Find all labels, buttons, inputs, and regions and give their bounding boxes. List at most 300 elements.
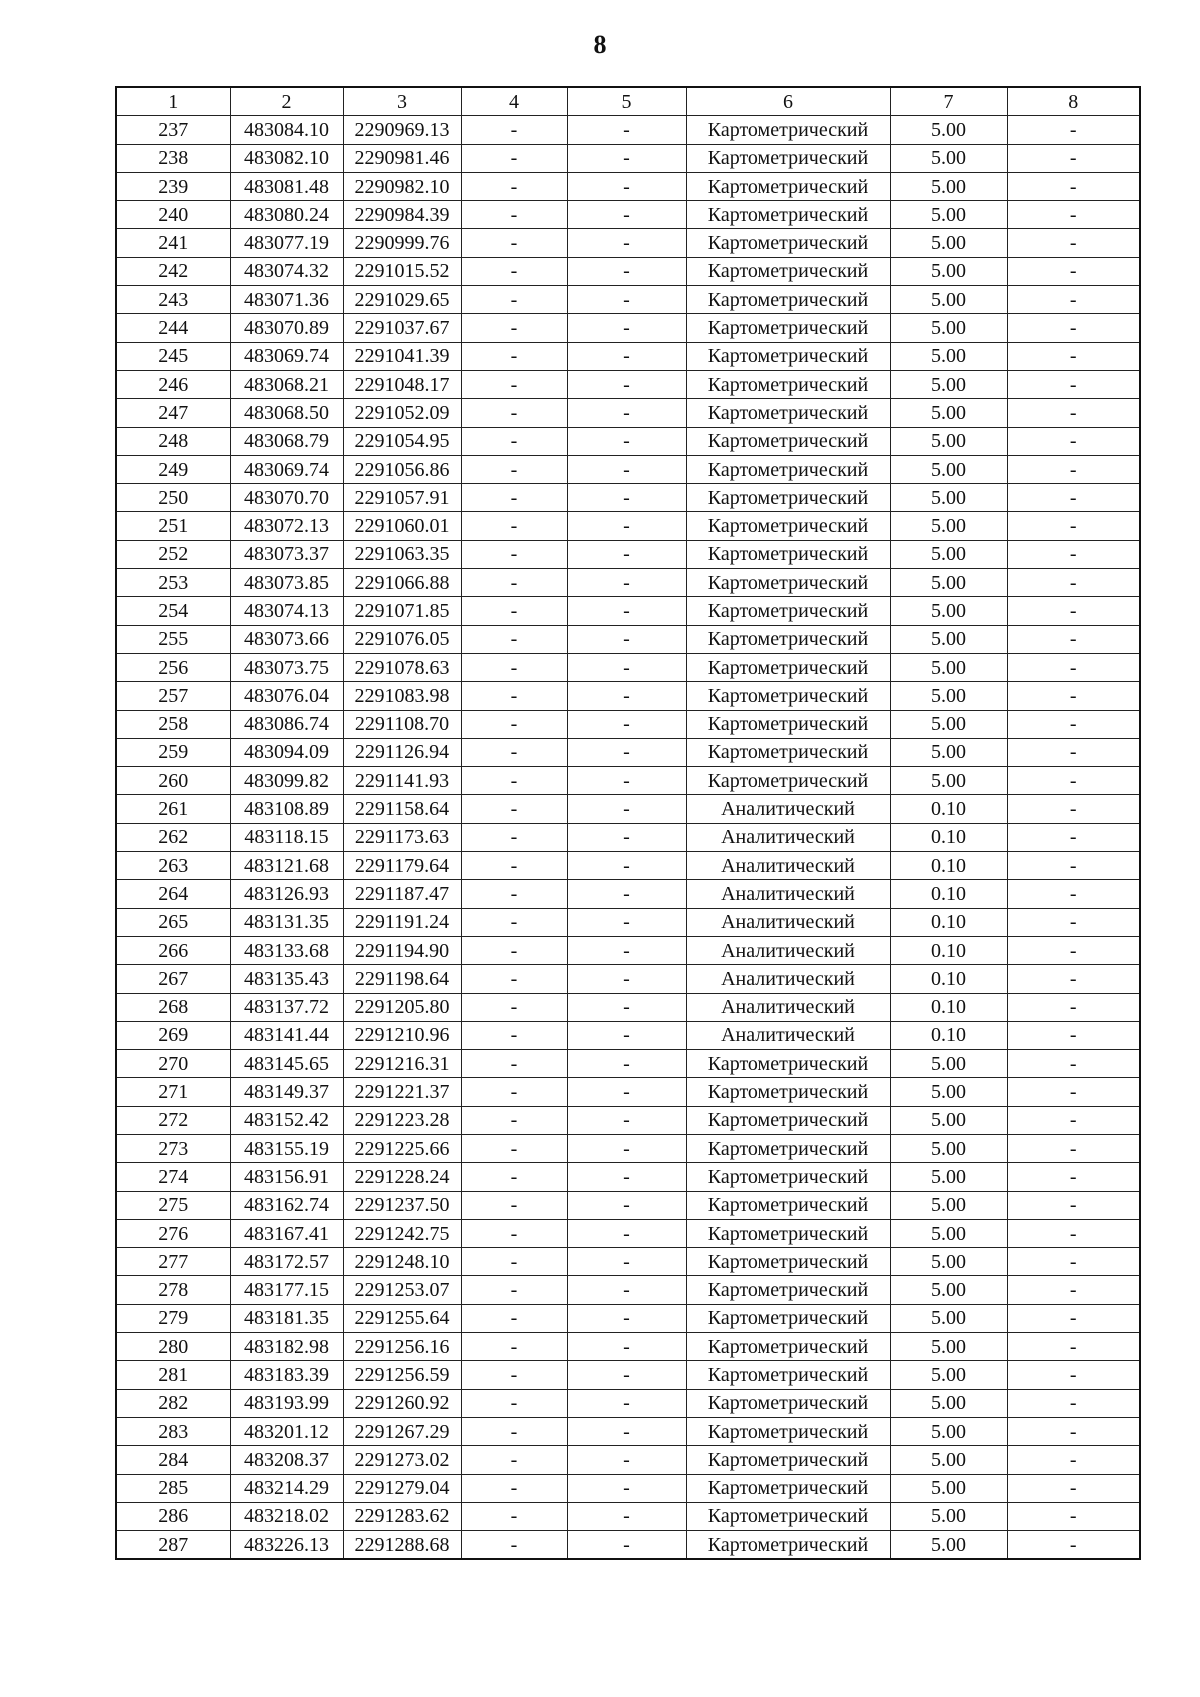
table-cell-col-2: 483069.74 (230, 455, 343, 483)
table-cell-col-8: - (1007, 1191, 1140, 1219)
table-cell-col-3: 2291256.16 (343, 1333, 461, 1361)
table-cell-col-5: - (567, 427, 686, 455)
table-cell-col-7: 5.00 (890, 144, 1007, 172)
table-cell-col-8: - (1007, 880, 1140, 908)
table-cell-col-8: - (1007, 1474, 1140, 1502)
table-cell-col-1: 257 (116, 682, 230, 710)
table-cell-col-1: 282 (116, 1389, 230, 1417)
table-cell-col-7: 5.00 (890, 1276, 1007, 1304)
table-cell-col-4: - (461, 1248, 567, 1276)
table-cell-col-8: - (1007, 342, 1140, 370)
table-cell-col-4: - (461, 597, 567, 625)
table-cell-col-4: - (461, 1389, 567, 1417)
table-cell-col-7: 5.00 (890, 257, 1007, 285)
table-cell-col-2: 483081.48 (230, 172, 343, 200)
table-cell-col-5: - (567, 682, 686, 710)
table-cell-col-6: Картометрический (686, 512, 890, 540)
table-cell-col-7: 5.00 (890, 314, 1007, 342)
table-cell-col-8: - (1007, 1304, 1140, 1332)
table-cell-col-2: 483070.70 (230, 484, 343, 512)
table-cell-col-4: - (461, 823, 567, 851)
table-cell-col-6: Картометрический (686, 1531, 890, 1560)
table-cell-col-4: - (461, 908, 567, 936)
table-cell-col-6: Картометрический (686, 116, 890, 144)
table-cell-col-5: - (567, 1191, 686, 1219)
table-cell-col-8: - (1007, 201, 1140, 229)
table-cell-col-6: Картометрический (686, 767, 890, 795)
table-cell-col-8: - (1007, 370, 1140, 398)
table-cell-col-7: 5.00 (890, 1248, 1007, 1276)
table-cell-col-8: - (1007, 597, 1140, 625)
table-row (116, 1446, 1140, 1474)
table-cell-col-5: - (567, 880, 686, 908)
table-cell-col-2: 483073.75 (230, 653, 343, 681)
table-cell-col-1: 261 (116, 795, 230, 823)
table-cell-col-1: 258 (116, 710, 230, 738)
table-cell-col-1: 285 (116, 1474, 230, 1502)
table-row (116, 569, 1140, 597)
table-cell-col-7: 5.00 (890, 399, 1007, 427)
table-row (116, 201, 1140, 229)
table-cell-col-3: 2291057.91 (343, 484, 461, 512)
table-cell-col-4: - (461, 314, 567, 342)
table-row (116, 908, 1140, 936)
table-cell-col-5: - (567, 286, 686, 314)
table-cell-col-2: 483084.10 (230, 116, 343, 144)
table-cell-col-4: - (461, 795, 567, 823)
table-cell-col-2: 483073.85 (230, 569, 343, 597)
table-cell-col-5: - (567, 1276, 686, 1304)
table-cell-col-8: - (1007, 1219, 1140, 1247)
table-cell-col-4: - (461, 1134, 567, 1162)
table-row (116, 1474, 1140, 1502)
table-cell-col-7: 0.10 (890, 795, 1007, 823)
table-cell-col-7: 5.00 (890, 1474, 1007, 1502)
table-cell-col-1: 244 (116, 314, 230, 342)
table-cell-col-8: - (1007, 399, 1140, 427)
table-cell-col-3: 2291126.94 (343, 738, 461, 766)
table-cell-col-3: 2291255.64 (343, 1304, 461, 1332)
table-cell-col-2: 483069.74 (230, 342, 343, 370)
table-cell-col-3: 2291205.80 (343, 993, 461, 1021)
table-cell-col-7: 5.00 (890, 710, 1007, 738)
table-cell-col-7: 5.00 (890, 484, 1007, 512)
table-cell-col-3: 2291056.86 (343, 455, 461, 483)
table-cell-col-5: - (567, 1078, 686, 1106)
table-cell-col-3: 2291173.63 (343, 823, 461, 851)
table-cell-col-6: Картометрический (686, 738, 890, 766)
table-cell-col-4: - (461, 1417, 567, 1445)
table-cell-col-2: 483137.72 (230, 993, 343, 1021)
column-header-7: 7 (890, 87, 1007, 116)
table-cell-col-3: 2291256.59 (343, 1361, 461, 1389)
table-cell-col-5: - (567, 767, 686, 795)
table-cell-col-3: 2291060.01 (343, 512, 461, 540)
table-cell-col-2: 483183.39 (230, 1361, 343, 1389)
table-cell-col-2: 483156.91 (230, 1163, 343, 1191)
table-cell-col-2: 483080.24 (230, 201, 343, 229)
table-row (116, 1219, 1140, 1247)
table-row (116, 342, 1140, 370)
table-cell-col-2: 483108.89 (230, 795, 343, 823)
table-cell-col-4: - (461, 738, 567, 766)
table-cell-col-4: - (461, 1163, 567, 1191)
table-cell-col-1: 251 (116, 512, 230, 540)
table-cell-col-7: 5.00 (890, 229, 1007, 257)
table-row (116, 172, 1140, 200)
table-cell-col-6: Аналитический (686, 852, 890, 880)
table-cell-col-1: 280 (116, 1333, 230, 1361)
table-cell-col-8: - (1007, 625, 1140, 653)
table-cell-col-7: 5.00 (890, 1446, 1007, 1474)
table-cell-col-2: 483172.57 (230, 1248, 343, 1276)
table-row (116, 710, 1140, 738)
table-cell-col-2: 483086.74 (230, 710, 343, 738)
table-cell-col-1: 274 (116, 1163, 230, 1191)
table-cell-col-5: - (567, 1021, 686, 1049)
table-cell-col-1: 263 (116, 852, 230, 880)
table-cell-col-3: 2291076.05 (343, 625, 461, 653)
table-cell-col-2: 483135.43 (230, 965, 343, 993)
table-cell-col-1: 281 (116, 1361, 230, 1389)
table-cell-col-4: - (461, 1304, 567, 1332)
table-cell-col-8: - (1007, 1106, 1140, 1134)
table-cell-col-3: 2291015.52 (343, 257, 461, 285)
table-row (116, 1050, 1140, 1078)
table-cell-col-4: - (461, 1474, 567, 1502)
table-cell-col-8: - (1007, 795, 1140, 823)
table-row (116, 1191, 1140, 1219)
table-row (116, 286, 1140, 314)
table-cell-col-5: - (567, 229, 686, 257)
table-cell-col-1: 237 (116, 116, 230, 144)
table-cell-col-5: - (567, 625, 686, 653)
table-cell-col-2: 483073.66 (230, 625, 343, 653)
table-cell-col-8: - (1007, 738, 1140, 766)
table-cell-col-7: 5.00 (890, 653, 1007, 681)
table-cell-col-8: - (1007, 512, 1140, 540)
table-cell-col-6: Картометрический (686, 1191, 890, 1219)
table-cell-col-5: - (567, 144, 686, 172)
table-cell-col-7: 5.00 (890, 512, 1007, 540)
table-cell-col-4: - (461, 1333, 567, 1361)
table-cell-col-7: 0.10 (890, 1021, 1007, 1049)
table-row (116, 1389, 1140, 1417)
table-cell-col-4: - (461, 427, 567, 455)
table-cell-col-4: - (461, 1021, 567, 1049)
table-cell-col-1: 277 (116, 1248, 230, 1276)
table-row (116, 993, 1140, 1021)
table-cell-col-1: 267 (116, 965, 230, 993)
table-cell-col-3: 2291248.10 (343, 1248, 461, 1276)
table-cell-col-8: - (1007, 1248, 1140, 1276)
table-cell-col-2: 483074.32 (230, 257, 343, 285)
table-cell-col-1: 255 (116, 625, 230, 653)
table-cell-col-5: - (567, 738, 686, 766)
table-cell-col-6: Аналитический (686, 936, 890, 964)
table-cell-col-2: 483118.15 (230, 823, 343, 851)
table-cell-col-3: 2291194.90 (343, 936, 461, 964)
table-cell-col-3: 2291187.47 (343, 880, 461, 908)
table-cell-col-1: 254 (116, 597, 230, 625)
table-cell-col-4: - (461, 880, 567, 908)
table-row (116, 427, 1140, 455)
table-cell-col-8: - (1007, 1361, 1140, 1389)
table-cell-col-7: 5.00 (890, 172, 1007, 200)
table-cell-col-8: - (1007, 1021, 1140, 1049)
table-cell-col-4: - (461, 1446, 567, 1474)
table-cell-col-4: - (461, 399, 567, 427)
table-cell-col-1: 249 (116, 455, 230, 483)
table-row (116, 1304, 1140, 1332)
table-cell-col-2: 483155.19 (230, 1134, 343, 1162)
table-row (116, 1163, 1140, 1191)
table-cell-col-6: Картометрический (686, 314, 890, 342)
table-cell-col-6: Картометрический (686, 597, 890, 625)
table-cell-col-1: 242 (116, 257, 230, 285)
table-cell-col-1: 271 (116, 1078, 230, 1106)
table-cell-col-5: - (567, 823, 686, 851)
table-cell-col-8: - (1007, 569, 1140, 597)
table-cell-col-5: - (567, 993, 686, 1021)
column-header-8: 8 (1007, 87, 1140, 116)
table-cell-col-1: 269 (116, 1021, 230, 1049)
table-cell-col-8: - (1007, 965, 1140, 993)
table-cell-col-6: Картометрический (686, 1417, 890, 1445)
table-cell-col-2: 483073.37 (230, 540, 343, 568)
table-cell-col-3: 2291283.62 (343, 1502, 461, 1530)
table-cell-col-4: - (461, 1361, 567, 1389)
table-cell-col-6: Аналитический (686, 908, 890, 936)
table-cell-col-8: - (1007, 427, 1140, 455)
table-cell-col-8: - (1007, 1531, 1140, 1560)
table-row (116, 1248, 1140, 1276)
table-cell-col-6: Картометрический (686, 682, 890, 710)
table-cell-col-3: 2291242.75 (343, 1219, 461, 1247)
table-cell-col-1: 284 (116, 1446, 230, 1474)
table-cell-col-1: 266 (116, 936, 230, 964)
table-cell-col-3: 2290999.76 (343, 229, 461, 257)
table-cell-col-1: 260 (116, 767, 230, 795)
table-cell-col-4: - (461, 540, 567, 568)
table-cell-col-7: 5.00 (890, 1134, 1007, 1162)
table-cell-col-1: 275 (116, 1191, 230, 1219)
table-cell-col-5: - (567, 852, 686, 880)
table-cell-col-6: Картометрический (686, 1248, 890, 1276)
table-cell-col-4: - (461, 993, 567, 1021)
table-cell-col-2: 483193.99 (230, 1389, 343, 1417)
table-cell-col-6: Картометрический (686, 455, 890, 483)
table-cell-col-8: - (1007, 1417, 1140, 1445)
table-cell-col-5: - (567, 710, 686, 738)
table-header-row (116, 87, 1140, 116)
table-cell-col-7: 5.00 (890, 767, 1007, 795)
table-cell-col-1: 265 (116, 908, 230, 936)
table-row (116, 1333, 1140, 1361)
table-cell-col-4: - (461, 682, 567, 710)
table-cell-col-1: 252 (116, 540, 230, 568)
table-cell-col-3: 2291078.63 (343, 653, 461, 681)
table-cell-col-7: 5.00 (890, 1050, 1007, 1078)
table-cell-col-4: - (461, 1531, 567, 1560)
table-cell-col-6: Картометрический (686, 1106, 890, 1134)
table-cell-col-4: - (461, 852, 567, 880)
table-cell-col-6: Картометрический (686, 1474, 890, 1502)
table-cell-col-8: - (1007, 257, 1140, 285)
table-cell-col-2: 483126.93 (230, 880, 343, 908)
table-cell-col-7: 5.00 (890, 1389, 1007, 1417)
table-cell-col-8: - (1007, 1446, 1140, 1474)
table-cell-col-4: - (461, 257, 567, 285)
table-cell-col-1: 268 (116, 993, 230, 1021)
table-cell-col-7: 5.00 (890, 342, 1007, 370)
table-row (116, 1417, 1140, 1445)
table-cell-col-8: - (1007, 682, 1140, 710)
table-cell-col-2: 483218.02 (230, 1502, 343, 1530)
table-row (116, 1021, 1140, 1049)
table-cell-col-3: 2291158.64 (343, 795, 461, 823)
table-cell-col-2: 483214.29 (230, 1474, 343, 1502)
table-cell-col-7: 5.00 (890, 1078, 1007, 1106)
table-cell-col-2: 483141.44 (230, 1021, 343, 1049)
table-cell-col-1: 272 (116, 1106, 230, 1134)
table-cell-col-5: - (567, 1163, 686, 1191)
table-cell-col-1: 262 (116, 823, 230, 851)
table-cell-col-3: 2291066.88 (343, 569, 461, 597)
table-cell-col-1: 259 (116, 738, 230, 766)
table-cell-col-5: - (567, 1219, 686, 1247)
table-cell-col-4: - (461, 512, 567, 540)
table-cell-col-7: 5.00 (890, 540, 1007, 568)
table-row (116, 455, 1140, 483)
table-cell-col-7: 0.10 (890, 880, 1007, 908)
table-cell-col-3: 2291288.68 (343, 1531, 461, 1560)
table-cell-col-7: 5.00 (890, 116, 1007, 144)
table-row (116, 852, 1140, 880)
table-cell-col-7: 5.00 (890, 286, 1007, 314)
table-cell-col-6: Картометрический (686, 1276, 890, 1304)
column-header-1: 1 (116, 87, 230, 116)
table-cell-col-1: 240 (116, 201, 230, 229)
table-cell-col-2: 483162.74 (230, 1191, 343, 1219)
table-cell-col-7: 0.10 (890, 965, 1007, 993)
table-cell-col-7: 0.10 (890, 936, 1007, 964)
table-cell-col-1: 250 (116, 484, 230, 512)
table-cell-col-7: 5.00 (890, 1163, 1007, 1191)
table-cell-col-7: 5.00 (890, 1502, 1007, 1530)
table-row (116, 597, 1140, 625)
table-cell-col-7: 0.10 (890, 823, 1007, 851)
table-cell-col-7: 5.00 (890, 370, 1007, 398)
table-cell-col-2: 483131.35 (230, 908, 343, 936)
table-cell-col-4: - (461, 710, 567, 738)
table-cell-col-2: 483181.35 (230, 1304, 343, 1332)
column-header-3: 3 (343, 87, 461, 116)
table-cell-col-4: - (461, 1502, 567, 1530)
table-cell-col-8: - (1007, 455, 1140, 483)
table-cell-col-6: Картометрический (686, 1078, 890, 1106)
table-cell-col-8: - (1007, 908, 1140, 936)
table-cell-col-4: - (461, 625, 567, 653)
table-cell-col-6: Картометрический (686, 653, 890, 681)
table-cell-col-5: - (567, 484, 686, 512)
table-cell-col-7: 0.10 (890, 852, 1007, 880)
table-cell-col-6: Картометрический (686, 484, 890, 512)
table-cell-col-6: Картометрический (686, 399, 890, 427)
coordinates-table (115, 86, 1141, 1560)
table-cell-col-8: - (1007, 144, 1140, 172)
table-cell-col-8: - (1007, 172, 1140, 200)
table-cell-col-4: - (461, 1191, 567, 1219)
table-cell-col-8: - (1007, 484, 1140, 512)
table-cell-col-1: 270 (116, 1050, 230, 1078)
table-cell-col-1: 247 (116, 399, 230, 427)
table-cell-col-8: - (1007, 286, 1140, 314)
table-cell-col-2: 483201.12 (230, 1417, 343, 1445)
table-cell-col-6: Аналитический (686, 1021, 890, 1049)
table-row (116, 1134, 1140, 1162)
table-row (116, 484, 1140, 512)
table-cell-col-5: - (567, 201, 686, 229)
table-cell-col-1: 239 (116, 172, 230, 200)
table-cell-col-2: 483072.13 (230, 512, 343, 540)
table-cell-col-5: - (567, 908, 686, 936)
table-row (116, 1502, 1140, 1530)
table-cell-col-7: 5.00 (890, 597, 1007, 625)
table-cell-col-6: Картометрический (686, 1389, 890, 1417)
table-cell-col-8: - (1007, 1163, 1140, 1191)
table-cell-col-3: 2290981.46 (343, 144, 461, 172)
table-row (116, 229, 1140, 257)
table-cell-col-4: - (461, 370, 567, 398)
table-cell-col-2: 483226.13 (230, 1531, 343, 1560)
table-row (116, 823, 1140, 851)
table-cell-col-3: 2290984.39 (343, 201, 461, 229)
table-cell-col-1: 276 (116, 1219, 230, 1247)
table-cell-col-5: - (567, 116, 686, 144)
table-cell-col-2: 483071.36 (230, 286, 343, 314)
table-cell-col-6: Аналитический (686, 965, 890, 993)
table-cell-col-3: 2291191.24 (343, 908, 461, 936)
table-cell-col-2: 483068.50 (230, 399, 343, 427)
table-cell-col-3: 2290982.10 (343, 172, 461, 200)
column-header-6: 6 (686, 87, 890, 116)
table-cell-col-6: Картометрический (686, 710, 890, 738)
table-cell-col-3: 2291063.35 (343, 540, 461, 568)
table-cell-col-3: 2291054.95 (343, 427, 461, 455)
table-cell-col-7: 5.00 (890, 1304, 1007, 1332)
table-cell-col-5: - (567, 1106, 686, 1134)
table-cell-col-5: - (567, 512, 686, 540)
table-cell-col-1: 245 (116, 342, 230, 370)
table-cell-col-8: - (1007, 852, 1140, 880)
table-cell-col-4: - (461, 1050, 567, 1078)
table-cell-col-5: - (567, 1417, 686, 1445)
table-cell-col-8: - (1007, 1333, 1140, 1361)
table-cell-col-1: 248 (116, 427, 230, 455)
table-cell-col-3: 2291225.66 (343, 1134, 461, 1162)
table-cell-col-5: - (567, 540, 686, 568)
table-cell-col-7: 0.10 (890, 908, 1007, 936)
table-cell-col-8: - (1007, 1276, 1140, 1304)
table-cell-col-4: - (461, 229, 567, 257)
table-row (116, 936, 1140, 964)
table-cell-col-3: 2291041.39 (343, 342, 461, 370)
table-cell-col-6: Картометрический (686, 1163, 890, 1191)
table-cell-col-5: - (567, 936, 686, 964)
table-cell-col-7: 5.00 (890, 625, 1007, 653)
table-row (116, 965, 1140, 993)
